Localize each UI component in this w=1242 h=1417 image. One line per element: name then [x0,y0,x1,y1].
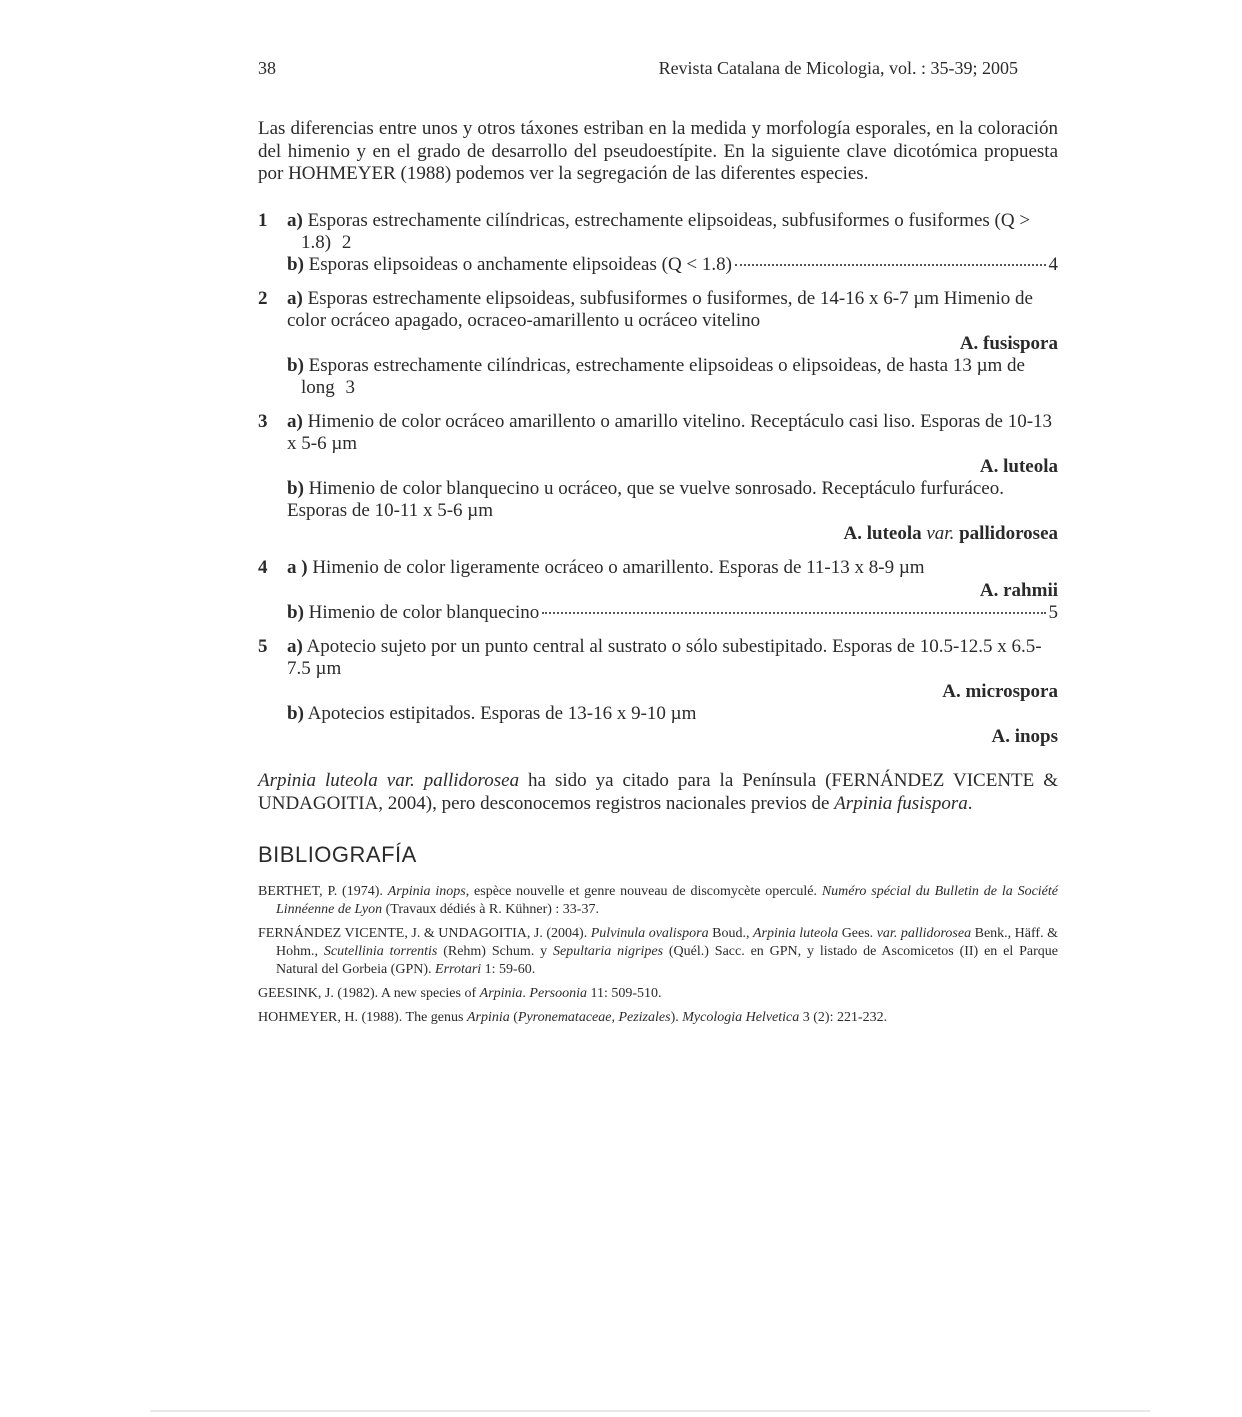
lead-text: Himenio de color ligeramente ocráceo o amarillento. Esporas de 11-13 x 8-9 µm [312,557,925,578]
reference-item: GEESINK, J. (1982). A new species of Arpinia. Persoonia 11: 509-510. [258,986,662,1001]
reference-item: FERNÁNDEZ VICENTE, J. & UNDAGOITIA, J. (2004). Pulvinula ovalispora Boud., Arpinia luteola Gees. var. pallidorosea Benk., Häff. & Hohm., Scutellinia torrentis (Rehm) Schum. y Sepultaria nigripes (Quél.) Sacc. en GPN, y listado de Ascomicetos (II) en el Parque Natural del Gorbeia (GPN). Errotari 1: 59-60. [258,926,1059,977]
key-lead-3a [258,411,1058,455]
reference-item: BERTHET, P. (1974). Arpinia inops, espèce nouvelle et genre nouveau de discomycète operculé. Numéro spécial du Bulletin de la Société Linnéenne de Lyon (Travaux dédiés à R. Kühner) : 33-37. [258,884,1059,917]
intro-paragraph: Las diferencias entre unos y otros táxones estriban en la medida y morfología esporales, en la coloración del himenio y en el grado de desarrollo del pseudoestípite. En la siguiente clave dicotómica propuesta por HOHMEYER (1988) podemos ver la segregación de las diferentes especies. [258,118,1058,184]
key-lead-2a [258,288,1058,332]
lead-letter: b) [287,478,304,499]
lead-text: Esporas estrechamente cilíndricas, estrechamente elipsoideas o elipsoideas, de hasta 13 µm de [308,355,1025,376]
bibliography-heading: BIBLIOGRAFÍA [258,842,417,867]
lead-letter: b) [287,355,304,376]
key-lead-5a [258,636,1058,680]
key-lead-3b [258,478,1058,522]
bibliography-list [258,883,1058,1033]
key-couplet-4 [258,557,1058,624]
taxon-name: A. inops [991,726,1058,747]
couplet-number: 4 [258,557,268,578]
key-couplet-5 [258,636,1058,748]
lead-leader [287,254,1058,276]
species-name: Arpinia luteola var. pallidorosea [258,770,520,791]
reference-item: HOHMEYER, H. (1988). The genus Arpinia (Pyronemataceae, Pezizales). Mycologia Helvetica 3 (2): 221-232. [258,1010,888,1025]
closing-paragraph: Arpinia luteola var. pallidorosea ha sido ya citado para la Península (FERNÁNDEZ VICENTE & UNDAGOITIA, 2004), pero desconocemos registros nacionales previos de Arpinia fusispora. [258,770,1059,814]
lead-text: Himenio de color blanquecino u ocráceo, que se vuelve sonrosado. Receptáculo furfuráceo. Esporas de 10-11 x 5-6 µm [287,478,1004,521]
lead-letter: b) [287,254,304,275]
journal-reference: Revista Catalana de Micologia, vol. : 35-39; 2005 [658,58,1018,78]
lead-text: Apotecios estipitados. Esporas de 13-16 x 9-10 µm [307,703,697,724]
lead-letter: b) [287,703,304,724]
lead-leader [287,377,1058,399]
lead-letter: a) [287,411,303,432]
key-couplet-2 [258,288,1058,399]
lead-text: Esporas estrechamente cilíndricas, estrechamente elipsoideas, subfusiformes o fusiformes (Q > [307,210,1031,231]
species-name: Arpinia fusispora [834,792,968,814]
key-lead-2b [258,355,1058,399]
page-number: 38 [258,58,276,78]
lead-letter: a) [287,636,303,657]
lead-goto: 4 [1048,254,1058,275]
key-lead-5b [258,703,1058,725]
taxon-name: A. fusispora [959,333,1058,354]
lead-goto: 3 [345,377,356,398]
key-lead-4b [258,602,1058,624]
lead-text-continued: long [301,377,335,398]
lead-text: Himenio de color ocráceo amarillento o amarillo vitelino. Receptáculo casi liso. Esporas de 10-13 x 5-6 µm [287,411,1053,454]
lead-goto: 2 [341,232,352,253]
taxon-infraspecific: pallidorosea [959,523,1058,544]
lead-letter: a) [287,210,303,231]
lead-text: Esporas estrechamente elipsoideas, subfusiformes o fusiformes, de 14-16 x 6-7 µm Himenio de color ocráceo apagado, ocraceo-amarillento u ocráceo vitelino [287,288,1033,331]
key-couplet-3 [258,411,1058,545]
taxon-name: A. luteola [979,456,1058,477]
key-lead-4a [258,557,1058,579]
lead-text: Esporas elipsoideas o anchamente elipsoideas (Q < 1.8) [308,254,732,275]
taxon-rank: var. [926,523,955,544]
taxon-name: A. microspora [942,681,1058,702]
lead-letter: b) [287,602,304,623]
couplet-number: 2 [258,288,268,309]
running-head [258,58,1018,84]
key-lead-1a [258,210,1058,254]
key-lead-1b [258,254,1058,276]
couplet-number: 3 [258,411,268,432]
lead-goto: 5 [1048,602,1058,623]
scan-edge-line [150,1410,1150,1412]
taxon-name: A. rahmii [979,580,1058,601]
dichotomous-key [258,210,1058,760]
leader-dots [735,264,1046,266]
lead-text: Himenio de color blanquecino [308,602,540,623]
lead-text-continued: 1.8) [301,232,332,253]
couplet-number: 1 [258,210,268,231]
couplet-number: 5 [258,636,268,657]
lead-text: Apotecio sujeto por un punto central al sustrato o sólo subestipitado. Esporas de 10.5-12.5 x 6.5-7.5 µm [287,636,1042,679]
taxon-name-variety [258,522,1058,545]
lead-leader [287,602,1058,624]
leader-dots [542,612,1045,614]
lead-leader [287,232,1058,254]
lead-letter: a ) [287,557,308,578]
taxon-species: A. luteola [843,523,922,544]
lead-letter: a) [287,288,303,309]
key-couplet-1 [258,210,1058,276]
